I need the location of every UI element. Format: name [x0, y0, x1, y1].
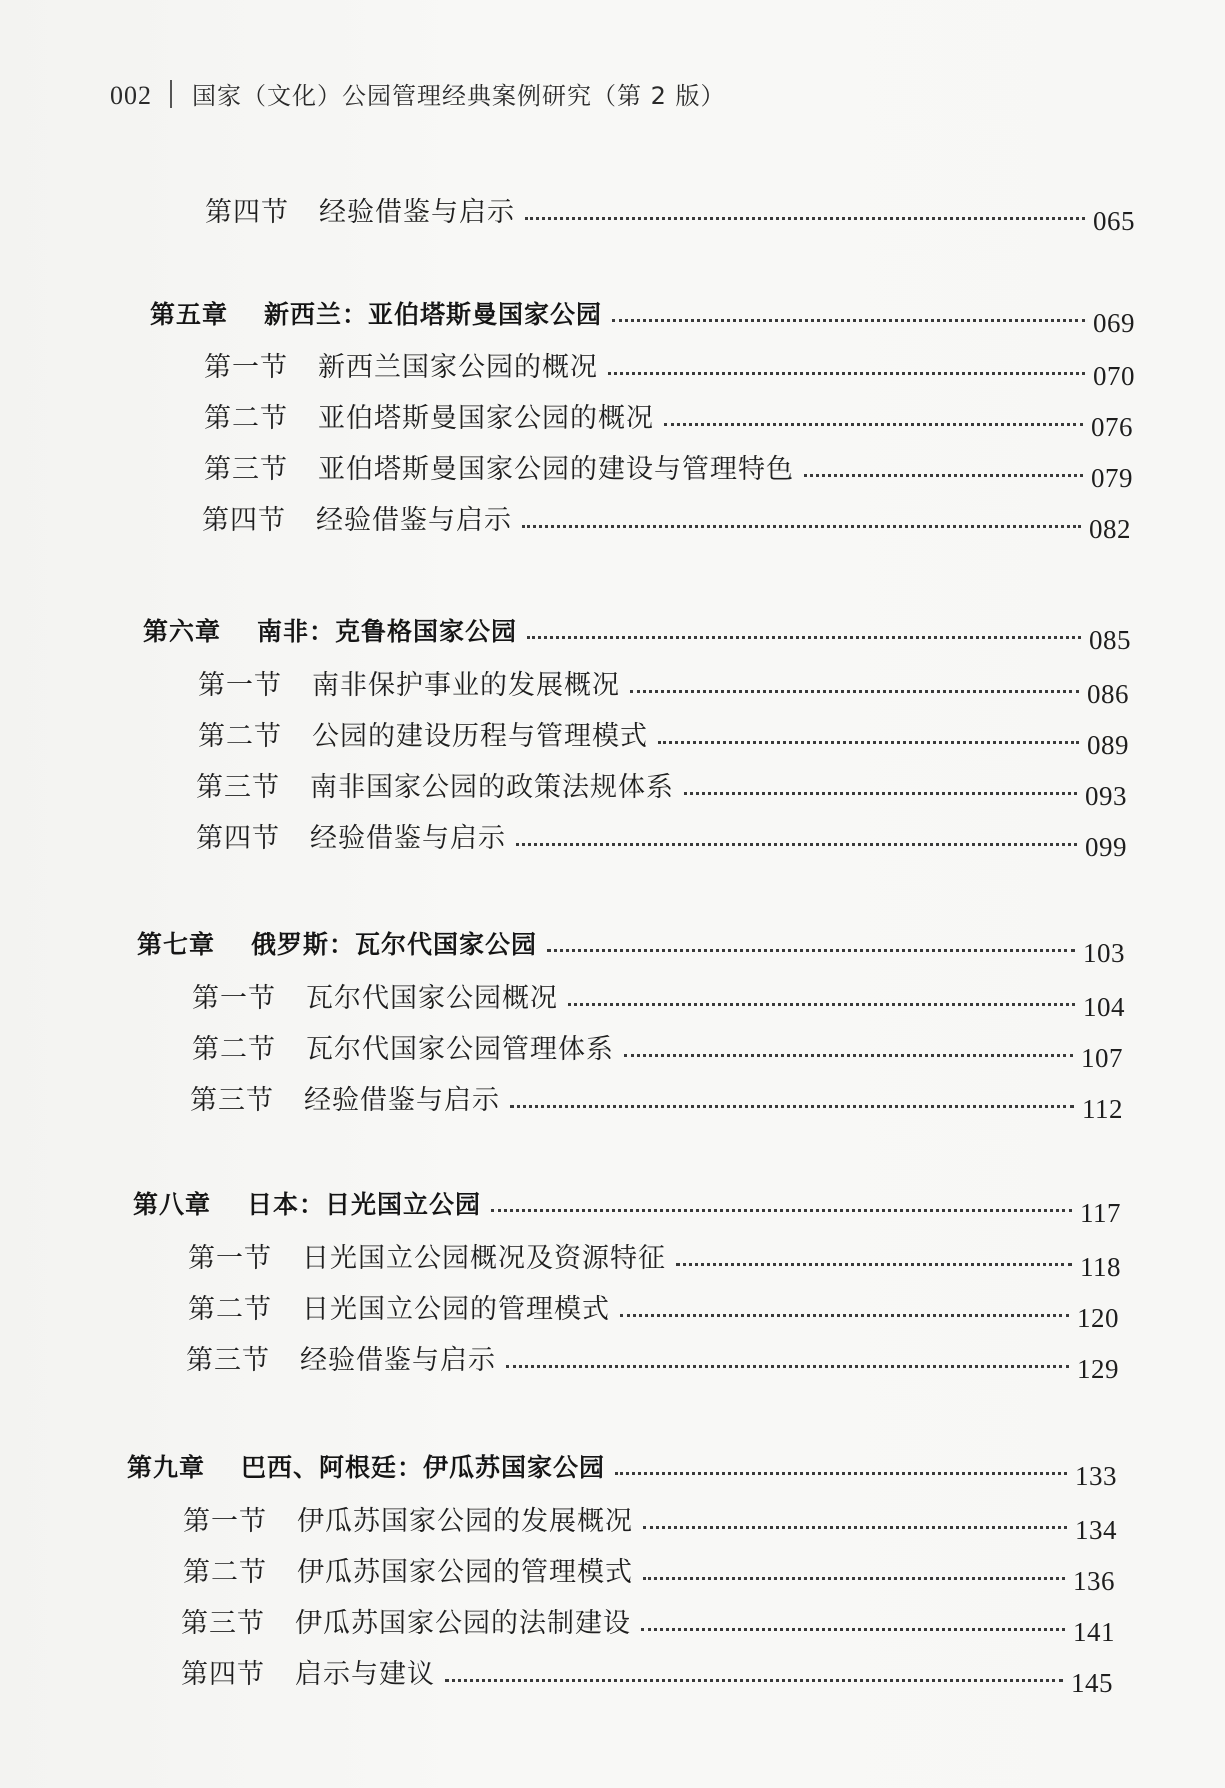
page-reference: 118 — [1080, 1252, 1121, 1282]
toc-chapter-entry — [133, 1185, 1121, 1228]
section-title: 公园的建设历程与管理模式 — [312, 721, 648, 752]
toc-chapter-entry — [127, 1448, 1117, 1491]
dot-leader — [620, 1314, 1069, 1317]
section-title: 南非保护事业的发展概况 — [312, 670, 620, 701]
section-title: 瓦尔代国家公园管理体系 — [306, 1034, 614, 1065]
section-title: 经验借鉴与启示 — [319, 197, 515, 228]
chapter-title: 新西兰：亚伯塔斯曼国家公园 — [264, 300, 603, 329]
toc-section-entry — [192, 976, 1125, 1022]
section-title: 南非国家公园的政策法规体系 — [310, 772, 674, 803]
section-number: 第四节 — [181, 1659, 265, 1690]
dot-leader — [624, 1054, 1073, 1057]
section-number: 第三节 — [196, 772, 280, 803]
section-number: 第二节 — [198, 721, 282, 752]
page-reference: 141 — [1073, 1617, 1115, 1647]
toc-section-entry — [188, 1236, 1121, 1282]
header-divider — [170, 80, 172, 108]
dot-leader — [522, 525, 1081, 528]
section-number: 第二节 — [204, 403, 288, 434]
section-title: 经验借鉴与启示 — [300, 1345, 496, 1376]
chapter-number: 第八章 — [133, 1190, 212, 1219]
page-reference: 117 — [1080, 1198, 1121, 1228]
section-title: 伊瓜苏国家公园的法制建设 — [295, 1608, 631, 1639]
dot-leader — [510, 1105, 1074, 1108]
toc-section-entry — [183, 1550, 1115, 1596]
section-number: 第一节 — [183, 1506, 267, 1537]
section-title: 日光国立公园的管理模式 — [302, 1294, 610, 1325]
dot-leader — [643, 1526, 1067, 1529]
section-number: 第三节 — [181, 1608, 265, 1639]
page-reference: 136 — [1073, 1566, 1115, 1596]
dot-leader — [664, 423, 1083, 426]
dot-leader — [641, 1628, 1065, 1631]
page-reference: 112 — [1082, 1094, 1123, 1124]
dot-leader — [804, 474, 1083, 477]
dot-leader — [527, 636, 1081, 639]
chapter-title: 日本：日光国立公园 — [247, 1190, 482, 1219]
toc-section-entry — [198, 714, 1129, 760]
section-title: 伊瓜苏国家公园的发展概况 — [297, 1506, 633, 1537]
section-title: 瓦尔代国家公园概况 — [306, 983, 558, 1014]
section-title: 日光国立公园概况及资源特征 — [302, 1243, 666, 1274]
dot-leader — [506, 1365, 1069, 1368]
page-reference: 107 — [1081, 1043, 1123, 1073]
section-number: 第三节 — [186, 1345, 270, 1376]
chapter-number: 第七章 — [137, 930, 216, 959]
page-reference: 104 — [1083, 992, 1125, 1022]
page-reference: 145 — [1071, 1668, 1113, 1698]
section-number: 第一节 — [192, 983, 276, 1014]
section-number: 第二节 — [188, 1294, 272, 1325]
toc-section-entry — [205, 190, 1135, 236]
toc-section-entry — [196, 765, 1127, 811]
section-number: 第三节 — [204, 454, 288, 485]
page-reference: 065 — [1093, 206, 1135, 236]
page-reference: 086 — [1087, 679, 1129, 709]
dot-leader — [630, 690, 1079, 693]
page-reference: 085 — [1089, 625, 1131, 655]
page-reference: 129 — [1077, 1354, 1119, 1384]
toc-section-entry — [190, 1078, 1123, 1124]
page-reference: 093 — [1085, 781, 1127, 811]
section-number: 第四节 — [196, 823, 280, 854]
chapter-title: 南非：克鲁格国家公园 — [257, 617, 518, 646]
section-number: 第一节 — [204, 352, 288, 383]
section-title: 经验借鉴与启示 — [316, 505, 512, 536]
page-number: 002 — [110, 81, 152, 110]
chapter-title: 俄罗斯：瓦尔代国家公园 — [251, 930, 538, 959]
dot-leader — [445, 1679, 1063, 1682]
section-title: 新西兰国家公园的概况 — [318, 352, 598, 383]
dot-leader — [547, 949, 1075, 952]
toc-section-entry — [192, 1027, 1123, 1073]
section-title: 经验借鉴与启示 — [310, 823, 506, 854]
chapter-number: 第五章 — [150, 300, 229, 329]
section-number: 第三节 — [190, 1085, 274, 1116]
toc-section-entry — [204, 396, 1133, 442]
dot-leader — [608, 372, 1085, 375]
page-reference: 133 — [1075, 1461, 1117, 1491]
toc-section-entry — [181, 1652, 1113, 1698]
dot-leader — [643, 1577, 1065, 1580]
dot-leader — [615, 1472, 1067, 1475]
toc-section-entry — [196, 816, 1127, 862]
section-number: 第四节 — [205, 197, 289, 228]
section-title: 伊瓜苏国家公园的管理模式 — [297, 1557, 633, 1588]
chapter-number: 第六章 — [143, 617, 222, 646]
toc-section-entry — [202, 498, 1131, 544]
chapter-title: 巴西、阿根廷：伊瓜苏国家公园 — [241, 1453, 606, 1482]
page-reference: 099 — [1085, 832, 1127, 862]
dot-leader — [612, 319, 1085, 322]
dot-leader — [516, 843, 1077, 846]
toc-section-entry — [186, 1338, 1119, 1384]
toc-section-entry — [183, 1499, 1117, 1545]
page-reference: 070 — [1093, 361, 1135, 391]
page-reference: 089 — [1087, 730, 1129, 760]
toc-section-entry — [188, 1287, 1119, 1333]
toc-section-entry — [204, 345, 1135, 391]
chapter-number: 第九章 — [127, 1453, 206, 1482]
dot-leader — [491, 1209, 1072, 1212]
book-title: 国家（文化）公园管理经典案例研究（第 2 版） — [192, 82, 726, 110]
dot-leader — [658, 741, 1079, 744]
section-number: 第二节 — [192, 1034, 276, 1065]
page-reference: 079 — [1091, 463, 1133, 493]
dot-leader — [684, 792, 1077, 795]
toc-chapter-entry — [150, 295, 1135, 338]
toc-section-entry — [181, 1601, 1115, 1647]
section-title: 亚伯塔斯曼国家公园的建设与管理特色 — [318, 454, 794, 485]
section-title: 亚伯塔斯曼国家公园的概况 — [318, 403, 654, 434]
section-title: 启示与建议 — [295, 1659, 435, 1690]
toc-chapter-entry — [137, 925, 1125, 968]
section-number: 第二节 — [183, 1557, 267, 1588]
page-reference: 134 — [1075, 1515, 1117, 1545]
section-title: 经验借鉴与启示 — [304, 1085, 500, 1116]
dot-leader — [525, 217, 1085, 220]
page-reference: 120 — [1077, 1303, 1119, 1333]
running-header — [110, 76, 726, 111]
section-number: 第一节 — [188, 1243, 272, 1274]
dot-leader — [676, 1263, 1072, 1266]
page-reference: 069 — [1093, 308, 1135, 338]
toc-section-entry — [204, 447, 1133, 493]
toc-section-entry — [198, 663, 1129, 709]
page-reference: 103 — [1083, 938, 1125, 968]
section-number: 第一节 — [198, 670, 282, 701]
section-number: 第四节 — [202, 505, 286, 536]
toc-chapter-entry — [143, 612, 1131, 655]
dot-leader — [568, 1003, 1075, 1006]
page-reference: 076 — [1091, 412, 1133, 442]
page-reference: 082 — [1089, 514, 1131, 544]
